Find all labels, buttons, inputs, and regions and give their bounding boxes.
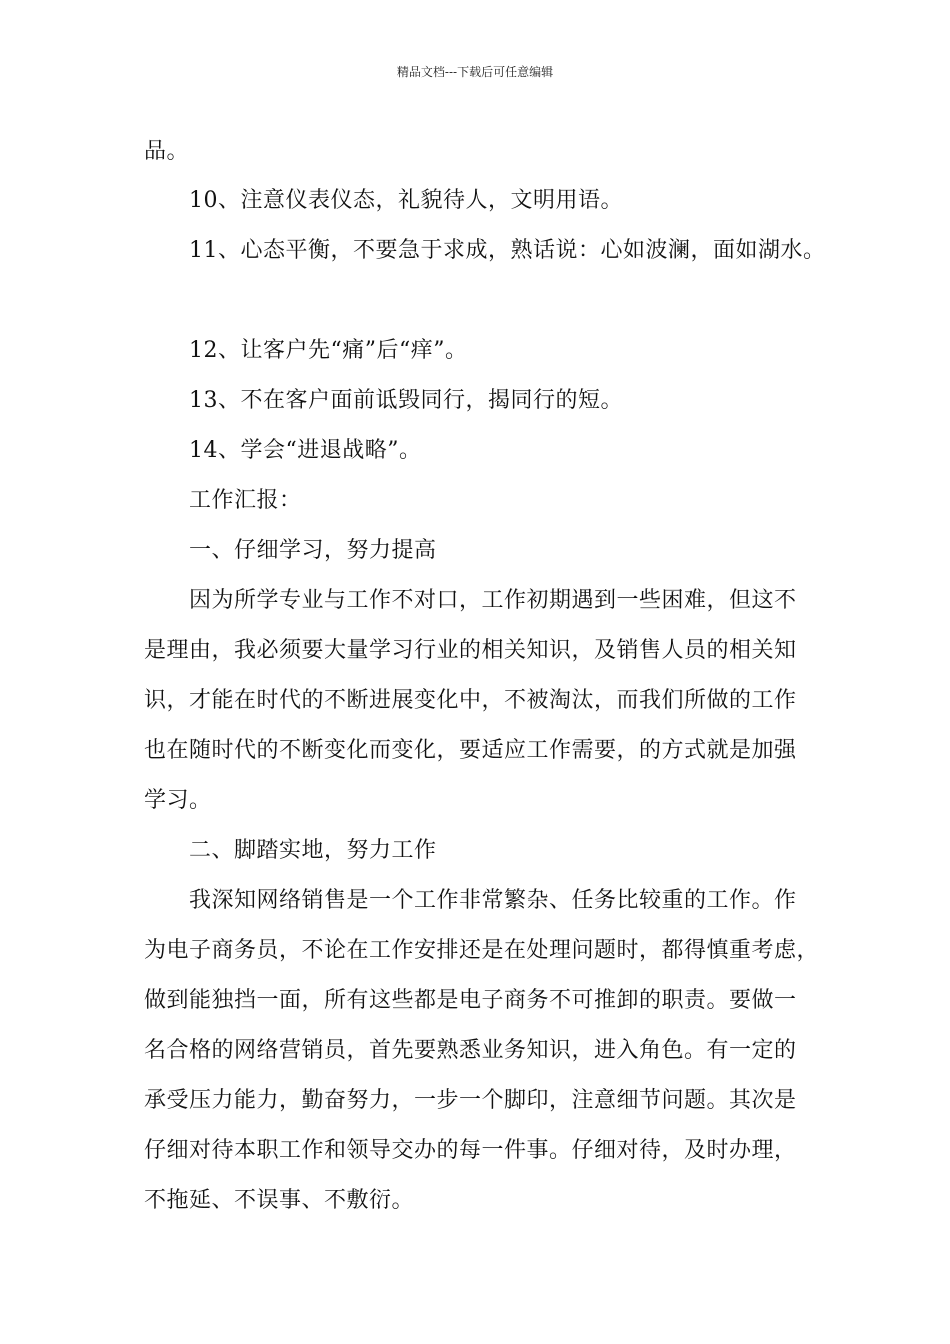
section-heading: 二、脚踏实地，努力工作 (189, 838, 437, 863)
paragraph-line: 品。 (144, 139, 190, 164)
paragraph-line: 因为所学专业与工作不对口，工作初期遇到一些困难，但这不 (189, 588, 797, 613)
list-item: 10、注意仪表仪态，礼貌待人，文明用语。 (189, 188, 623, 213)
paragraph-line: 承受压力能力，勤奋努力，一步一个脚印，注意细节问题。其次是 (144, 1088, 797, 1113)
list-item: 12、让客户先“痛”后“痒”。 (189, 338, 468, 363)
paragraph-line: 我深知网络销售是一个工作非常繁杂、任务比较重的工作。作 (189, 888, 797, 913)
paragraph-line: 仔细对待本职工作和领导交办的每一件事。仔细对待，及时办理， (144, 1138, 797, 1163)
list-item: 11、心态平衡，不要急于求成，熟话说：心如波澜，面如湖水。 (189, 238, 826, 263)
paragraph-line: 做到能独挡一面，所有这些都是电子商务不可推卸的职责。要做一 (144, 988, 797, 1013)
paragraph-line: 名合格的网络营销员，首先要熟悉业务知识，进入角色。有一定的 (144, 1038, 797, 1063)
list-item: 14、学会“进退战略”。 (189, 438, 422, 463)
paragraph-line: 不拖延、不误事、不敷衍。 (144, 1188, 415, 1213)
section-heading: 工作汇报： (189, 488, 302, 513)
paragraph-line: 学习。 (144, 788, 212, 813)
paragraph-line: 也在随时代的不断变化而变化，要适应工作需要，的方式就是加强 (144, 738, 797, 763)
paragraph-line: 是理由，我必须要大量学习行业的相关知识，及销售人员的相关知 (144, 638, 797, 663)
page-header: 精品文档---下载后可任意编辑 (396, 65, 554, 79)
list-item: 13、不在客户面前诋毁同行，揭同行的短。 (189, 388, 623, 413)
paragraph-line: 为电子商务员，不论在工作安排还是在处理问题时，都得慎重考虑， (144, 938, 820, 963)
section-heading: 一、仔细学习，努力提高 (189, 538, 437, 563)
paragraph-line: 识，才能在时代的不断进展变化中，不被淘汰，而我们所做的工作 (144, 688, 797, 713)
